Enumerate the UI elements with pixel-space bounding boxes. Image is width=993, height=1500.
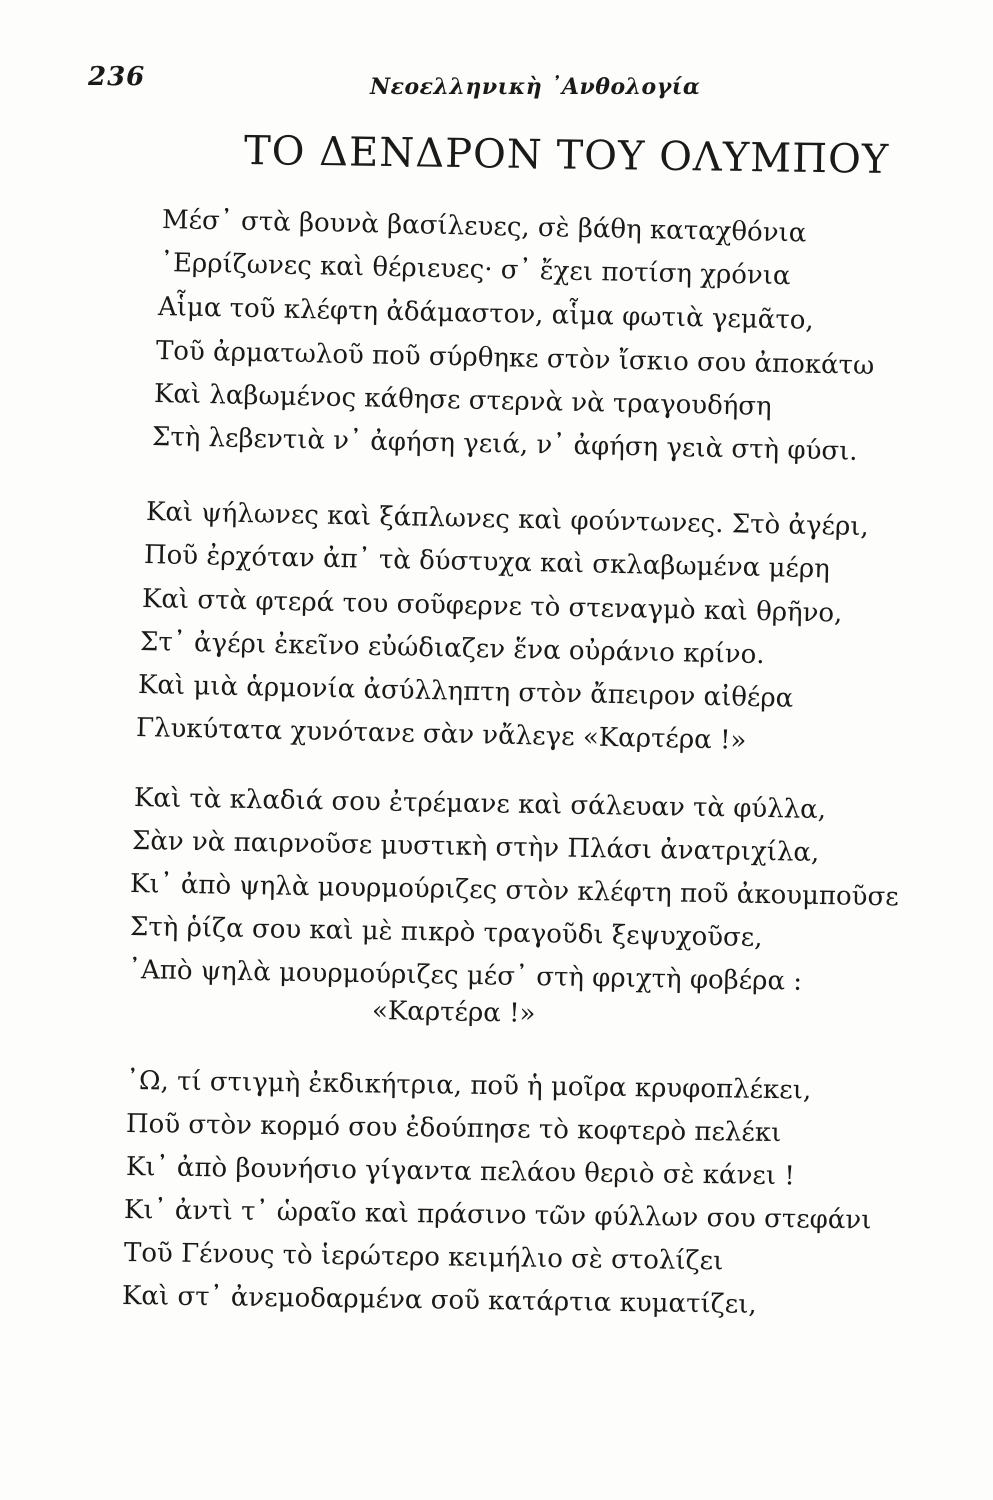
- poem-title: ΤΟ ΔΕΝΔΡΟΝ ΤΟΥ ΟΛΥΜΠΟΥ: [243, 128, 890, 184]
- poem-line: Κι᾿ ἀπὸ ψηλὰ μουρμούριζες στὸν κλέφτη ποῦ ἀκουμποῦσε: [129, 869, 899, 913]
- poem-line: Καὶ στὰ φτερά του σοῦφερνε τὸ στεναγμὸ καὶ θρῆνο,: [141, 584, 843, 629]
- poem-line: Τοῦ ἀρματωλοῦ ποῦ σύρθηκε στὸν ἴσκιο σου ἀποκάτω: [155, 336, 875, 382]
- page-number: 236: [88, 62, 146, 92]
- poem-line: Ποῦ ἐρχόταν ἀπ᾿ τὰ δύστυχα καὶ σκλαβωμένα μέρη: [143, 540, 831, 585]
- poem-line: ᾿Ω, τί στιγμὴ ἐκδικήτρια, ποῦ ἡ μοῖρα κρυφοπλέκει,: [125, 1066, 812, 1106]
- poem-line: Στ᾿ ἀγέρι ἐκεῖνο εὐώδιαζεν ἕνα οὐράνιο κρίνο.: [139, 627, 765, 671]
- poem-line: Τοῦ Γένους τὸ ἱερώτερο κειμήλιο σὲ στολίζει: [123, 1238, 724, 1277]
- poem-line: Στὴ λεβεντιὰ ν᾿ ἀφήση γειά, ν᾿ ἀφήση γειὰ στὴ φύσι.: [151, 422, 858, 467]
- poem-line: ᾿Απὸ ψηλὰ μουρμούριζες μέσ᾿ στὴ φριχτὴ φοβέρα :: [127, 955, 803, 997]
- poem-line: Καὶ λαβωμένος κάθησε στερνὰ νὰ τραγουδήση: [153, 379, 772, 422]
- poem-line: Καὶ στ᾿ ἀνεμοδαρμένα σοῦ κατάρτια κυματίζει,: [121, 1281, 757, 1320]
- poem-line: Μέσ᾿ στὰ βουνὰ βασίλευες, σὲ βάθη καταχθόνια: [161, 205, 807, 249]
- poem-line: Γλυκύτατα χυνότανε σὰν νἄλεγε «Καρτέρα !»: [135, 713, 747, 756]
- poem-line: Κι᾿ ἀπὸ βουνήσιο γίγαντα πελάου θεριὸ σὲ κάνει !: [125, 1152, 795, 1192]
- poem-line: Κι᾿ ἀντὶ τ᾿ ὡραῖο καὶ πράσινο τῶν φύλλων σου στεφάνι: [123, 1195, 872, 1236]
- poem-line: Καὶ τὰ κλαδιά σου ἐτρέμανε καὶ σάλευαν τὰ φύλλα,: [133, 783, 827, 826]
- poem-line: Αἷμα τοῦ κλέφτη ἀδάμαστον, αἷμα φωτιὰ γεμᾶτο,: [157, 292, 814, 336]
- poem-line: Ποῦ στὸν κορμό σου ἐδούπησε τὸ κοφτερὸ πελέκι: [125, 1109, 782, 1149]
- poem-line: Σὰν νὰ παιρνοῦσε μυστικὴ στὴν Πλάσι ἀνατριχίλα,: [131, 826, 820, 868]
- poem-line: Στὴ ῥίζα σου καὶ μὲ πικρὸ τραγοῦδι ξεψυχοῦσε,: [129, 912, 763, 954]
- poem-line: «Καρτέρα !»: [371, 996, 536, 1029]
- poem-line: ᾿Ερρίζωνες καὶ θέριευες· σ᾿ ἔχει ποτίση χρόνια: [159, 248, 791, 292]
- poem-line: Καὶ μιὰ ἁρμονία ἀσύλληπτη στὸν ἄπειρον αἰθέρα: [137, 670, 794, 714]
- poem-line: Καὶ ψήλωνες καὶ ξάπλωνες καὶ φούντωνες. Στὸ ἀγέρι,: [145, 497, 870, 543]
- running-head: Νεοελληνικὴ ᾿Ανθολογία: [370, 74, 701, 100]
